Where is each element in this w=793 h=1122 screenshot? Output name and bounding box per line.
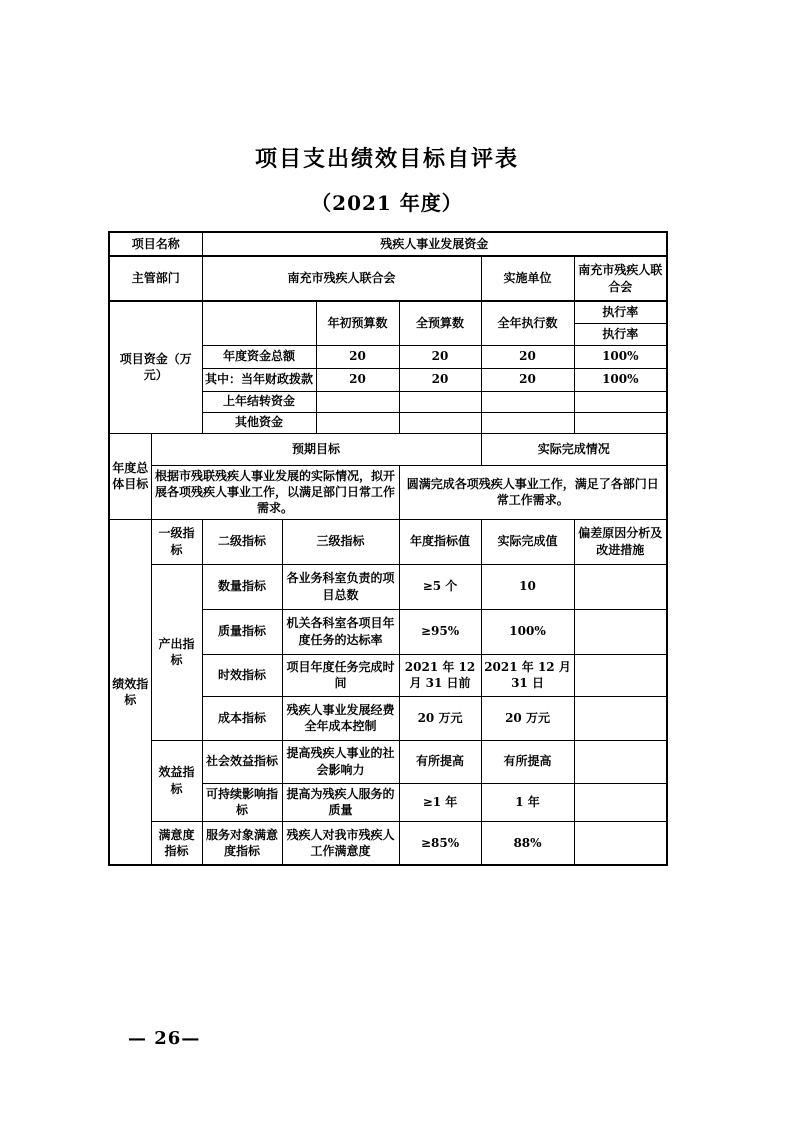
indicator-deviation-cell (574, 821, 667, 865)
project-name-value: 残疾人事业发展资金 (202, 232, 667, 256)
header-level1: 一级指标 (151, 519, 202, 564)
indicator-level3: 残疾人对我市残疾人工作满意度 (282, 821, 399, 865)
annual-goal-content-row (109, 465, 667, 519)
header-level3: 三级指标 (282, 519, 399, 564)
indicator-annual-value: ≥85% (399, 821, 481, 865)
indicator-deviation-cell (574, 696, 667, 740)
indicators-section-label: 绩效指标 (109, 519, 151, 865)
funding-row-label: 其中：当年财政拨款 (202, 368, 316, 391)
indicator-level2: 时效指标 (202, 654, 282, 696)
indicator-row-social-benefit (109, 740, 667, 783)
empty-cell (399, 412, 481, 433)
department-value: 南充市残疾人联合会 (202, 256, 481, 301)
funding-cell-execution: 20 (481, 345, 574, 368)
self-evaluation-table (108, 231, 668, 866)
department-label: 主管部门 (109, 256, 202, 301)
funding-row-label: 年度资金总额 (202, 345, 316, 368)
empty-cell (574, 391, 667, 412)
impl-unit-value: 南充市残疾人联合会 (574, 256, 667, 301)
indicator-actual-value: 20 万元 (481, 696, 574, 740)
indicator-actual-value: 100% (481, 609, 574, 654)
indicator-group-output: 产出指标 (151, 564, 202, 740)
funding-cell-total: 20 (399, 368, 481, 391)
funding-header-execution-rate-bottom: 执行率 (574, 323, 667, 345)
funding-cell-initial: 20 (316, 345, 399, 368)
indicator-level2: 数量指标 (202, 564, 282, 609)
indicator-level2: 服务对象满意度指标 (202, 821, 282, 865)
indicator-deviation-cell (574, 654, 667, 696)
empty-cell (316, 412, 399, 433)
indicator-level3: 各业务科室负责的项目总数 (282, 564, 399, 609)
indicator-level2: 质量指标 (202, 609, 282, 654)
empty-cell (316, 391, 399, 412)
page-subtitle: （2021 年度） (311, 191, 463, 215)
indicator-group-satisfaction: 满意度指标 (151, 821, 202, 865)
indicators-header-row (109, 519, 667, 564)
document-content (108, 142, 666, 866)
indicator-actual-value: 10 (481, 564, 574, 609)
page-number: — 26— (128, 1028, 201, 1049)
indicator-annual-value: ≥1 年 (399, 783, 481, 821)
funding-cell-execution: 20 (481, 368, 574, 391)
annual-goal-header-row (109, 433, 667, 465)
header-annual-value: 年度指标值 (399, 519, 481, 564)
indicator-actual-value: 2021 年 12 月 31 日 (481, 654, 574, 696)
indicator-deviation-cell (574, 740, 667, 783)
project-name-label: 项目名称 (109, 232, 202, 256)
indicator-actual-value: 有所提高 (481, 740, 574, 783)
header-level2: 二级指标 (202, 519, 282, 564)
indicator-annual-value: 有所提高 (399, 740, 481, 783)
funding-header-annual-execution: 全年执行数 (481, 301, 574, 345)
indicator-level2: 社会效益指标 (202, 740, 282, 783)
indicator-deviation-cell (574, 564, 667, 609)
funding-header-row (109, 301, 667, 323)
indicator-annual-value: ≥5 个 (399, 564, 481, 609)
indicator-row-satisfaction (109, 821, 667, 865)
funding-cell-initial: 20 (316, 368, 399, 391)
funding-row-label: 上年结转资金 (202, 391, 316, 412)
indicator-level3: 机关各科室各项目年度任务的达标率 (282, 609, 399, 654)
empty-cell (481, 412, 574, 433)
funding-row-label: 其他资金 (202, 412, 316, 433)
page-title: 项目支出绩效目标自评表 (254, 146, 519, 172)
funding-header-total-budget: 全预算数 (399, 301, 481, 345)
department-row (109, 256, 667, 301)
indicator-group-benefit: 效益指标 (151, 740, 202, 821)
funding-section-label: 项目资金（万元） (109, 301, 202, 433)
expected-goal-text: 根据市残联残疾人事业发展的实际情况，拟开展各项残疾人事业工作，以满足部门日常工作需求。 (151, 465, 399, 519)
empty-cell (481, 391, 574, 412)
indicator-deviation-cell (574, 783, 667, 821)
funding-cell-rate: 100% (574, 345, 667, 368)
expected-goal-header: 预期目标 (151, 433, 481, 465)
empty-cell (574, 412, 667, 433)
funding-header-execution-rate-top: 执行率 (574, 301, 667, 323)
impl-unit-label: 实施单位 (481, 256, 574, 301)
indicator-level2: 成本指标 (202, 696, 282, 740)
annual-goal-label: 年度总体目标 (109, 433, 151, 519)
indicator-level3: 提高为残疾人服务的质量 (282, 783, 399, 821)
actual-completion-header: 实际完成情况 (481, 433, 667, 465)
actual-completion-text: 圆满完成各项残疾人事业工作，满足了各部门日常工作需求。 (399, 465, 667, 519)
indicator-actual-value: 88% (481, 821, 574, 865)
empty-cell (202, 301, 316, 345)
indicator-annual-value: 2021 年 12 月 31 日前 (399, 654, 481, 696)
empty-cell (399, 391, 481, 412)
header-deviation: 偏差原因分析及改进措施 (574, 519, 667, 564)
indicator-level3: 提高残疾人事业的社会影响力 (282, 740, 399, 783)
header-actual-value: 实际完成值 (481, 519, 574, 564)
indicator-level3: 项目年度任务完成时间 (282, 654, 399, 696)
indicator-annual-value: ≥95% (399, 609, 481, 654)
funding-cell-total: 20 (399, 345, 481, 368)
indicator-level3: 残疾人事业发展经费全年成本控制 (282, 696, 399, 740)
indicator-actual-value: 1 年 (481, 783, 574, 821)
indicator-row-quantity (109, 564, 667, 609)
project-name-row (109, 232, 667, 256)
funding-cell-rate: 100% (574, 368, 667, 391)
indicator-deviation-cell (574, 609, 667, 654)
indicator-level2: 可持续影响指标 (202, 783, 282, 821)
funding-header-initial-budget: 年初预算数 (316, 301, 399, 345)
indicator-annual-value: 20 万元 (399, 696, 481, 740)
